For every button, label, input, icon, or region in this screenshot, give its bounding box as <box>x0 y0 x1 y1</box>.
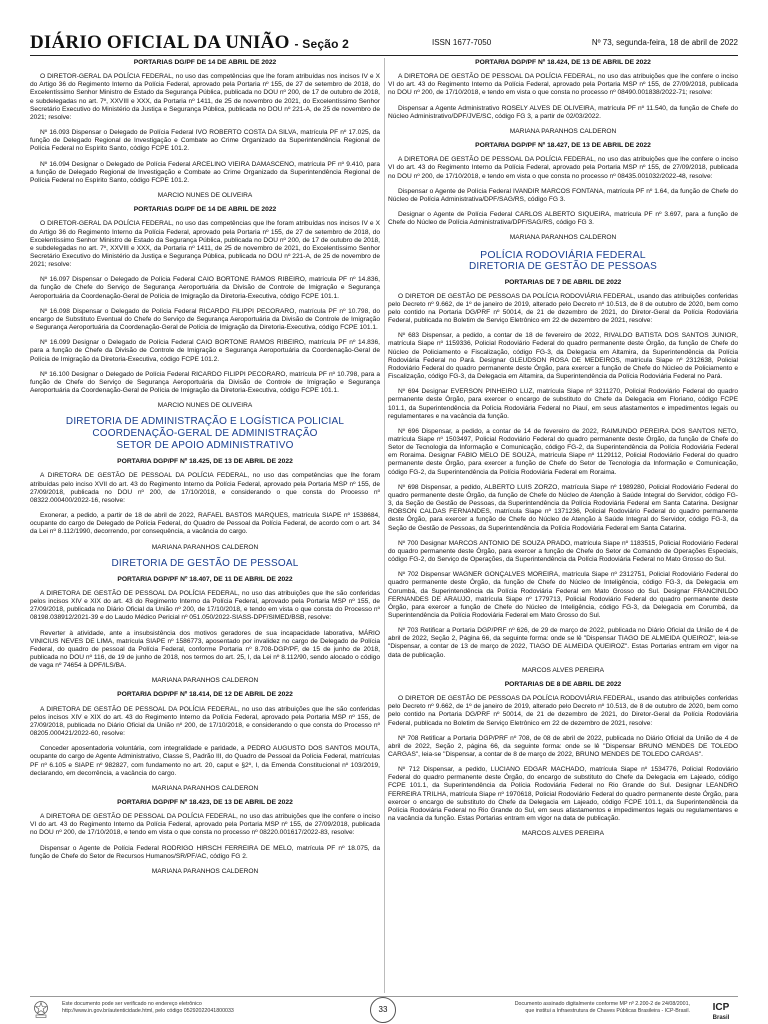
paragraph: Exonerar, a pedido, a partir de 18 de abril de 2022, RAFAEL BASTOS MARQUES, matrícula SIAPE nº 1538684, ocupante do cargo de Delegado de Polícia Federal, do Quadro de Pessoal da Polícia Federal, de acordo com o art. 34 da Lei nº 8.112/1990, decorrendo, por consequência, a vacância do cargo. <box>30 512 380 536</box>
ordinance-title: PORTARIA DGP/PF Nº 18.407, DE 11 DE ABRIL DE 2022 <box>117 575 293 583</box>
paragraph: Nº 696 Dispensar, a pedido, a contar de 14 de fevereiro de 2022, RAIMUNDO PEREIRA DOS SANTOS NETO, matrícula Siape nº 1503497, Policial Rodoviário Federal do quadro permanente deste Órgão, da função de Chefe do Setor de Tecnologia da Informação e Comunicação, código FG-2, da Superintendência da Polícia Rodoviária Federal em Roraima. Designar FABIO MELO DE SOUZA, matrícula Siape nº 1129112, Policial Rodoviário Federal do quadro permanente deste Órgão, para exercer a função de Chefe do Setor de Tecnologia da Informação e Comunicação, código FG-2, da Superintendência da Polícia Rodoviária Federal em Roraima. <box>388 427 738 476</box>
paragraph: Reverter à atividade, ante a insubsistência dos motivos geradores de sua incapacidade laborativa, MÁRIO VINICIUS NEVES DE LIMA, matrícula SIAPE nº 1586773, aposentado por invalidez no cargo de Delegado de Polícia Federal, do quadro de pessoal da Polícia Federal, conforme Portaria nº 8.708-DGP/PF, de 15 de junho de 2018, publicada no DOU nº 116, de 19 de junho de 2018, nos termos do art. 25, I, da Lei nº 8.112/90, sendo alocado o código de vaga nº 74654 à DPF/ILS/BA. <box>30 629 380 670</box>
svg-text:ICP: ICP <box>712 1002 730 1013</box>
paragraph: Nº 16.100 Designar o Delegado de Polícia Federal RICARDO FILIPPI PECORARO, matrícula PF nº 10.798, para a função de Chefe do Serviço de Segurança Aeroportuária da Divisão de Controle de Imigração e Segurança Aeroportuária da Coordenação-Geral de Polícia de Imigração da Diretoria-Executiva, código FCPE 101.1. <box>30 370 380 394</box>
organization-heading: POLÍCIA RODOVIÁRIA FEDERAL <box>480 248 646 261</box>
ordinance-title: PORTARIAS DE 8 DE ABRIL DE 2022 <box>504 680 622 688</box>
ordinance-title: PORTARIAS DE 7 DE ABRIL DE 2022 <box>504 278 622 286</box>
paragraph: Nº 708 Retificar a Portaria DGP/PRF nº 708, de 08 de abril de 2022, publicada no Diário Oficial da União de 4 de abril de 2022, Seção 2, página 66, da seguinte forma: onde se lê "Dispensar BRUNO MENDES DE TOLEDO CARGAS", leia-se "Dispensar, a contar de 8 de março de 2022, BRUNO MENDES DE TOLEDO CARGAS". <box>388 734 738 758</box>
paragraph: Nº 16.099 Designar o Delegado de Polícia Federal CAIO BORTONE RAMOS RIBEIRO, matrícula PF nº 14.836, para a função de Chefe da Divisão de Controle de Imigração e Segurança Aeroportuária da Coordenação-Geral de Polícia de Imigração da Diretoria-Executiva, código FCPE 101.2. <box>30 339 380 363</box>
section-label: - Seção 2 <box>294 37 350 51</box>
paragraph: Dispensar o Agente de Polícia Federal RODRIGO HIRSCH FERREIRA DE MELO, matrícula PF nº 18.075, da função de Chefe do Setor de Recursos Humanos/SR/PF/AC, código FG 2. <box>30 844 380 860</box>
paragraph: O DIRETOR-GERAL DA POLÍCIA FEDERAL, no uso das competências que lhe foram atribuídas nos incisos IV e X do Artigo 36 do Regimento Interno da Polícia Federal, aprovado pela Portaria nº 155, de 27 de setembro de 2018, do Excelentíssimo Senhor Ministro de Estado da Segurança Pública, publicada no DOU nº 200, de 17 de outubro de 2018, e subdelegadas no art. 7º, XXVIII e XXX, da Portaria nº 1411, de 25 de novembro de 2021, do Excelentíssimo Senhor Secretário Executivo do Ministério da Justiça e Segurança Pública, publicada no DOU nº 221-A, de 25 de novembro de 2021; resolve: <box>30 73 380 121</box>
paragraph: O DIRETOR-GERAL DA POLÍCIA FEDERAL, no uso das competências que lhe foram atribuídas nos incisos IV e X do Artigo 36 do Regimento Interno da Polícia Federal, aprovado pela Portaria nº 155, de 27 de setembro de 2018, do Excelentíssimo Senhor Ministro de Estado da Segurança Pública, publicada no DOU nº 200, de 17 de outubro de 2018, e subdelegadas no art. 7º, XXVIII e XXX, da Portaria nº 1411, de 25 de novembro de 2021, do Excelentíssimo Senhor Secretário Executivo do Ministério da Justiça e Segurança Pública, publicada no DOU nº 221-A, de 25 de novembro de 2021; resolve: <box>30 220 380 269</box>
signature: MARIANA PARANHOS CALDERON <box>509 234 617 242</box>
journal-title: DIÁRIO OFICIAL DA UNIÃO - Seção 2 <box>30 32 350 53</box>
paragraph: Designar o Agente de Polícia Federal CARLOS ALBERTO SIQUEIRA, matrícula PF nº 3.697, para a função de Chefe do Núcleo de Polícia Administrativa/DPF/SAG/RS, código FG 3. <box>388 211 738 227</box>
directorate-heading: DIRETORIA DE GESTÃO DE PESSOAS <box>468 260 658 272</box>
left-column <box>30 59 380 882</box>
paragraph: A DIRETORA DE GESTÃO DE PESSOAL DA POLÍCIA FEDERAL, no uso das atribuições que lhe são conferidas pelos incisos XIV e XIX do art. 43 do Regimento Interno da Polícia Federal, aprovado pela Portaria MSP nº 155, de 27/09/2018, publicada no Diário Oficial da União nº 200, de 17/10/2018, e tendo em vista o que consta do Processo nº 08198.038912/2021-39 e do Laudo Médico Pericial nº 051.050/2022-SIASS-DPF/SIMED/BSB, resolve: <box>30 589 380 622</box>
issue-date: Nº 73, segunda-feira, 18 de abril de 2022 <box>591 38 738 47</box>
paragraph: Nº 698 Dispensar, a pedido, ALBERTO LUIS ZORZO, matrícula Siape nº 1989280, Policial Rodoviário Federal do quadro permanente deste Órgão, da função de Chefe do Núcleo de Atenção à Saúde Integral do Servidor, código FG-3, da Seção de Gestão de Pessoas, da Superintendência da Polícia Rodoviária Federal em Santa Catarina. Designar ROBSON CALDAS FERNANDES, matrícula Siape nº 1371236, Policial Rodoviário Federal do quadro permanente deste Órgão, para exercer a função de Chefe do Núcleo de Atenção à Saúde Integral do Servidor, código FG-3, da Seção de Gestão de Pessoas, da Superintendência da Polícia Rodoviária Federal em Santa Catarina. <box>388 483 738 532</box>
paragraph: Nº 16.098 Dispensar o Delegado de Polícia Federal RICARDO FILIPPI PECORARO, matrícula PF nº 10.798, do encargo de Substituto Eventual do Chefe do Serviço de Segurança Aeroportuária da Divisão de Controle de Imigração e Segurança Aeroportuária da Coordenação-Geral de Polícia de Imigração da Diretoria-Executiva, código FCPE 101.1. <box>30 307 380 332</box>
signature: MARIANA PARANHOS CALDERON <box>151 543 259 551</box>
signature: MARIANA PARANHOS CALDERON <box>151 867 259 875</box>
header-rule <box>30 55 738 56</box>
paragraph: Dispensar o Agente de Polícia Federal IVANDIR MARCOS FONTANA, matrícula PF nº 1.64, da função de Chefe do Núcleo de Polícia Administrativa/DPF/SAG/RS, código FG 3. <box>388 187 738 203</box>
signature: MARIANA PARANHOS CALDERON <box>509 127 617 135</box>
coat-of-arms-icon <box>32 1000 50 1019</box>
paragraph: A DIRETORA DE GESTÃO DE PESSOAL DA POLÍCIA FEDERAL, no uso das competências que lhe foram atribuídas pelo inciso XVII do art. 43 do Regimento Interno da Polícia Federal, aprovado pela Portaria MSP nº 155, de 27/09/2018, publicada no DOU nº 200, de 17/10/2018, e considerando o que consta do Processo nº 08322.000400/2022-16, resolve: <box>30 472 380 504</box>
paragraph: Dispensar a Agente Administrativo ROSELY ALVES DE OLIVEIRA, matrícula PF nº 11.540, da função de Chefe do Núcleo Administrativo/DPF/JVE/SC, código FG 3, a partir de 02/03/2022. <box>388 104 738 120</box>
ordinance-title: PORTARIA DGP/PF Nº 18.424, DE 13 DE ABRIL DE 2022 <box>475 59 651 66</box>
paragraph: Nº 712 Dispensar, a pedido, LUCIANO EDGAR MACHADO, matrícula Siape nº 1534776, Policial Rodoviário Federal do quadro permanente deste Órgão, do encargo de substituto do Chefe da Delegacia em Lajeado, código FCPE 101.1, da Superintendência da Polícia Rodoviária Federal no Rio Grande do Sul. Designar LEANDRO FERREIRA TRILHA, matrícula Siape nº 1970618, Policial Rodoviário Federal do quadro permanente deste Órgão, para exercer o encargo de substituto do Chefe da Delegacia em Lajeado, código FCPE 101.1, da Superintendência da Polícia Rodoviária Federal no Rio Grande do Sul, em seus afastamentos e impedimentos legais ou regulamentares e na vacância da função. Estas Portarias entram em vigor na data de publicação. <box>388 766 738 823</box>
signature: MARCIO NUNES DE OLIVEIRA <box>157 192 253 200</box>
signature: MARIANA PARANHOS CALDERON <box>151 677 259 685</box>
ordinance-title: PORTARIAS DG/PF DE 14 DE ABRIL DE 2022 <box>133 59 277 66</box>
issn: ISSN 1677-7050 <box>432 38 492 47</box>
right-column <box>388 59 738 844</box>
ordinance-title: PORTARIA DGP/PF Nº 18.425, DE 13 DE ABRIL DE 2022 <box>117 458 293 466</box>
paragraph: Nº 16.094 Designar o Delegado de Polícia Federal ARCELINO VIEIRA DAMASCENO, matrícula PF nº 9.410, para a função de Delegado Regional de Investigação e Combate ao Crime Organizado da Superintendência Regional de Polícia Federal no Espírito Santo, código FCPE 101.2. <box>30 160 380 184</box>
signature: MARIANA PARANHOS CALDERON <box>151 784 259 792</box>
ordinance-title: PORTARIA DGP/PF Nº 18.427, DE 13 DE ABRIL DE 2022 <box>475 142 651 150</box>
paragraph: A DIRETORA DE GESTÃO DE PESSOAL DA POLÍCIA FEDERAL, no uso das atribuições que lhe confere o inciso VI do art. 43 do Regimento Interno da Polícia Federal, aprovado pela Portaria MSP nº 155, de 27/09/2018, publicada no DOU nº 200, de 17/10/2018, e tendo em vista o que consta no processo nº 08220.001617/2022-83, resolve: <box>30 813 380 837</box>
paragraph: Nº 16.093 Dispensar o Delegado de Polícia Federal IVO ROBERTO COSTA DA SILVA, matrícula PF nº 17.025, da função de Delegado Regional de Investigação e Combate ao Crime Organizado da Superintendência Regional de Polícia Federal no Espírito Santo, código FCPE 101.2. <box>30 129 380 153</box>
ordinance-title: PORTARIAS DG/PF DE 14 DE ABRIL DE 2022 <box>133 206 277 214</box>
signature-note: Documento assinado digitalmente conforme MP nº 2.200-2 de 24/08/2001, que institui a Infraestrutura de Chaves Públicas Brasileira - ICP-Brasil. <box>514 1001 690 1014</box>
paragraph: Nº 694 Designar EVERSON PINHEIRO LUZ, matrícula Siape nº 3211270, Policial Rodoviário Federal do quadro permanente deste Órgão, para exercer o encargo de substituto do Chefe da Delegacia em Floriano, código FCPE 101.1, da Superintendência da Polícia Rodoviária Federal no Piauí, em seus afastamentos e impedimentos legais ou regulamentares e na vacância da função. <box>388 388 738 420</box>
ordinance-title: PORTARIA DGP/PF Nº 18.423, DE 13 DE ABRIL DE 2022 <box>117 799 293 806</box>
svg-text:Brasil: Brasil <box>712 1015 730 1021</box>
signature: MARCIO NUNES DE OLIVEIRA <box>157 402 253 410</box>
signature: MARCOS ALVES PEREIRA <box>522 666 604 674</box>
coordination-heading: COORDENAÇÃO-GERAL DE ADMINISTRAÇÃO <box>92 428 318 440</box>
paragraph: Nº 16.097 Dispensar o Delegado de Polícia Federal CAIO BORTONE RAMOS RIBEIRO, matrícula PF nº 14.836, da função de Chefe do Serviço de Segurança Aeroportuária da Divisão de Controle de Imigração e Segurança Aeroportuária da Coordenação-Geral de Polícia de Imigração da Diretoria-Executiva, código FCPE 101.1. <box>30 276 380 300</box>
paragraph: Nº 700 Designar MARCOS ANTONIO DE SOUZA PRADO, matrícula Siape nº 1183515, Policial Rodoviário Federal do quadro permanente deste Órgão, para exercer a função de Chefe do Setor de Comando de Operações Especiais, código FG-2, do Serviço de Operações, da Superintendência da Polícia Rodoviária Federal no Mato Grosso do Sul. <box>388 539 738 564</box>
directorate-heading: DIRETORIA DE ADMINISTRAÇÃO E LOGÍSTICA POLICIAL <box>65 416 345 428</box>
paragraph: A DIRETORA DE GESTÃO DE PESSOAL DA POLÍCIA FEDERAL, no uso das atribuições que lhe confere o inciso VI do art. 43 do Regimento Interno da Polícia Federal, aprovado pela Portaria MSP nº 155, de 27/09/2018, publicada no DOU nº 200, de 17/10/2018, e tendo em vista o que consta no processo nº 08435.001032/2022-48, resolve: <box>388 156 738 180</box>
signature: MARCOS ALVES PEREIRA <box>522 830 604 838</box>
ordinance-title: PORTARIA DGP/PF Nº 18.414, DE 12 DE ABRIL DE 2022 <box>117 691 293 699</box>
paragraph: O DIRETOR DE GESTÃO DE PESSOAS DA POLÍCIA RODOVIÁRIA FEDERAL, usando das atribuições conferidas pelo Decreto nº 9.662, de 1º de janeiro de 2019, alterado pelo Decreto nº 10.513, de 8 de outubro de 2020, bem como pelo contido na Portaria DG/PRF nº 50014, de 21 de dezembro de 2021, do Diretor-Geral da Polícia Rodoviária Federal, publicada no Boletim de Serviço Eletrônico em 22 de dezembro de 2021, resolve: <box>388 292 738 325</box>
paragraph: O DIRETOR DE GESTÃO DE PESSOAS DA POLÍCIA RODOVIÁRIA FEDERAL, usando das atribuições conferidas pelo Decreto nº 9.662, de 1º de janeiro de 2019, alterado pelo Decreto nº 10.513, de 8 de outubro de 2020, bem como pelo contido na Portaria DG/PRF nº 50014, de 21 de dezembro de 2021, do Diretor-Geral da Polícia Rodoviária Federal, publicada no Boletim de Serviço Eletrônico em 22 de dezembro de 2021, resolve: <box>388 695 738 727</box>
page-footer <box>30 996 738 1024</box>
column-divider <box>384 58 385 993</box>
page-header <box>30 30 738 56</box>
paragraph: Nº 702 Dispensar WAGNER GONÇALVES MOREIRA, matrícula Siape nº 2312751, Policial Rodoviário Federal do quadro permanente deste Órgão, da função de Chefe do Núcleo de Inteligência, código FG-3, da Delegacia em Corumbá, da Superintendência da Polícia Rodoviária Federal em Mato Grosso do Sul. Designar FRANCINILDO FERNANDES DE ARAUJO, matrícula Siape nº 1779713, Policial Rodoviário Federal do quadro permanente deste Órgão, para exercer a função de Chefe do Núcleo de Inteligência, código FG-3, da Delegacia em Corumbá, da Superintendência da Polícia Rodoviária Federal em Mato Grosso do Sul. <box>388 571 738 619</box>
paragraph: Conceder aposentadoria voluntária, com integralidade e paridade, a PEDRO AUGUSTO DOS SANTOS MOUTA, ocupante do cargo de Agente Administrativo, Classe S, Padrão III, do Quadro de Pessoal da Polícia Federal, matrículas PF nº 6.105 e SIAPE nº 982827, com fundamento no art. 20, caput e §2º, I, da Emenda Constitucional nº 103/2019, declarando, em decorrência, a vacância do cargo. <box>30 745 380 777</box>
sector-heading: SETOR DE APOIO ADMINISTRATIVO <box>116 440 294 452</box>
page-number: 33 <box>370 997 396 1023</box>
paragraph: Nº 703 Retificar a Portaria DGP/PRF nº 626, de 29 de março de 2022, publicada no Diário Oficial da União de 4 de abril de 2022, Seção 2, Página 66, da seguinte forma: onde se lê "Dispensar TIAGO DE ALMEIDA QUEIROZ", leia-se "Dispensar, a contar de 13 de março de 2022, TIAGO DE ALMEIDA QUEIROZ". Estas Portarias entram em vigor na data de publicação. <box>388 627 738 659</box>
directorate-heading: DIRETORIA DE GESTÃO DE PESSOAL <box>111 557 299 569</box>
paragraph: A DIRETORA DE GESTÃO DE PESSOAL DA POLÍCIA FEDERAL, no uso das atribuições que lhe são conferidas pelos incisos XIV e XIX do art. 43 do Regimento Interno da Polícia Federal, aprovado pela Portaria MSP nº 155, de 27/09/2018, publicada no Diário Oficial da União nº 200, de 17/10/2018, e considerando o que consta do Processo nº 08205.000421/2022-60, resolve: <box>30 705 380 738</box>
paragraph: Nº 683 Dispensar, a pedido, a contar de 18 de fevereiro de 2022, RIVALDO BATISTA DOS SANTOS JUNIOR, matrícula Siape nº 1159336, Policial Rodoviário Federal do quadro permanente deste Órgão, da função de Chefe do Núcleo de Policiamento e Fiscalização, código FG-3, da Delegacia em Altamira, da Superintendência da Polícia Rodoviária Federal no Pará. Designar GLEUDSON ROSA DE MEDEIROS, matrícula Siape nº 2312638, Policial Rodoviário Federal do quadro permanente deste Órgão, para exercer a função de Chefe do Núcleo de Policiamento e Fiscalização, código FG-3, da Delegacia em Altamira, da Superintendência da Polícia Rodoviária Federal no Pará. <box>388 332 738 381</box>
verification-link[interactable]: http://www.in.gov.br/autenticidade.html, pelo código 05292022041800033 <box>62 1008 234 1014</box>
paragraph: A DIRETORA DE GESTÃO DE PESSOAL DA POLÍCIA FEDERAL, no uso das atribuições que lhe confere o inciso VI do art. 43 do Regimento Interno da Polícia Federal, aprovado pela Portaria MSP nº 155, de 27/09/2018, publicada no DOU nº 200, de 17/10/2018, e tendo em vista o que consta no processo nº 08490.001838/2022-71; resolve: <box>388 73 738 97</box>
verification-note: Este documento pode ser verificado no endereço eletrônico http://www.in.gov.br/autenticidade.html, pelo código 05292022041800033 <box>62 1001 234 1014</box>
icp-brasil-logo-icon <box>704 998 738 1022</box>
